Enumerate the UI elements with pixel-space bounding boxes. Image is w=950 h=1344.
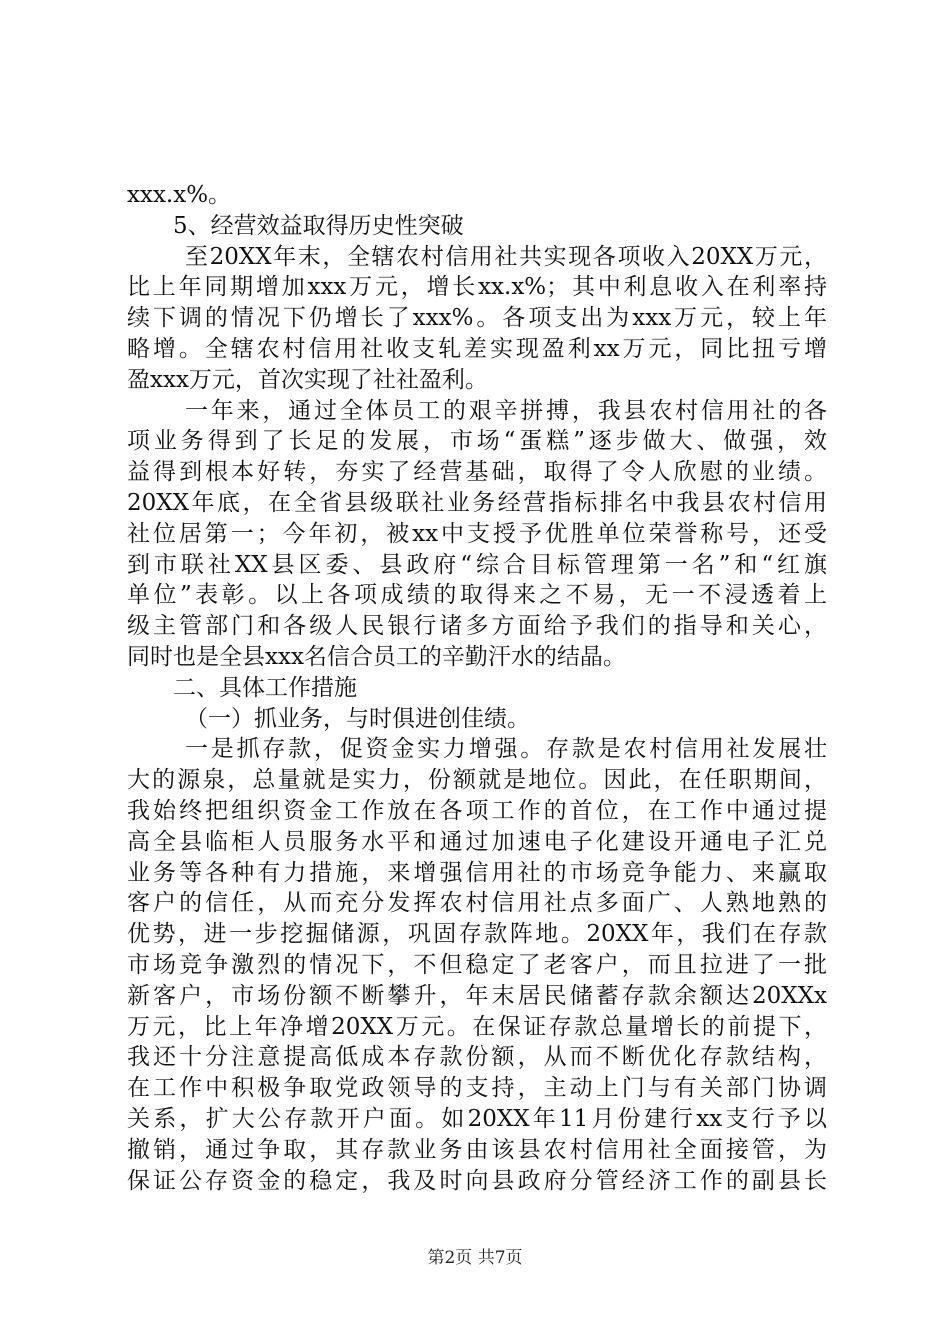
text-line: 至20XX年末，全辖农村信用社共实现各项收入20XX万元， [185,243,827,270]
text-line: 优势，进一步挖掘储源，巩固存款阵地。20XX年，我们在存款 [127,921,827,948]
text-line: 比上年同期增加xxx万元，增长xx.x%；其中利息收入在利率持 [127,274,827,301]
text-line: 市场竞争激烈的情况下，不但稳定了老客户，而且拉进了一批 [127,951,827,978]
section-heading: 5、经营效益取得历史性突破 [173,212,464,239]
text-line: 益得到根本好转，夯实了经营基础，取得了令人欣慰的业绩。 [127,459,827,486]
subsection-heading: （一）抓业务，与时俱进创佳绩。 [185,705,530,732]
text-line: 级主管部门和各级人民银行诸多方面给予我们的指导和关心， [127,613,827,640]
text-line: 大的源泉，总量就是实力，份额就是地位。因此，在任职期间， [127,767,827,794]
text-line: 新客户，市场份额不断攀升，年末居民储蓄存款余额达20XXx [127,982,827,1009]
text-line: 同时也是全县xxx名信合员工的辛勤汗水的结晶。 [127,643,626,670]
text-line: 撤销，通过争取，其存款业务由该县农村信用社全面接管，为 [127,1136,827,1163]
text-line: 万元，比上年净增20XX万元。在保证存款总量增长的前提下， [127,1013,827,1040]
text-line: 续下调的情况下仍增长了xxx%。各项支出为xxx万元，较上年 [127,305,827,332]
text-line: 客户的信任，从而充分发挥农村信用社点多面广、人熟地熟的 [127,890,827,917]
text-line: 一年来，通过全体员工的艰辛拼搏，我县农村信用社的各 [185,397,827,424]
text-line: 单位”表彰。以上各项成绩的取得来之不易，无一不浸透着上 [127,582,827,609]
text-line: 业务等各种有力措施，来增强信用社的市场竞争能力、来赢取 [127,859,827,886]
section-heading: 二、具体工作措施 [173,674,357,701]
text-line: 保证公存资金的稳定，我及时向县政府分管经济工作的副县长 [127,1167,827,1194]
text-line: 社位居第一；今年初，被xx中支授予优胜单位荣誉称号，还受 [127,520,827,547]
text-line: 略增。全辖农村信用社收支轧差实现盈利xx万元，同比扭亏增 [127,335,827,362]
text-line: 项业务得到了长足的发展，市场“蛋糕”逐步做大、做强，效 [127,428,827,455]
page-number-footer: 第2页 共7页 [427,1248,523,1268]
text-line: 盈xxx万元，首次实现了社社盈利。 [127,366,488,393]
text-line: 到市联社XX县区委、县政府“综合目标管理第一名”和“红旗 [127,551,827,578]
text-line: 高全县临柜人员服务水平和通过加速电子化建设开通电子汇兑 [127,828,827,855]
text-line: 关系，扩大公存款开户面。如20XX年11月份建行xx支行予以 [127,1105,827,1132]
text-line: 我始终把组织资金工作放在各项工作的首位，在工作中通过提 [127,797,827,824]
text-line: xxx.x%。 [127,182,232,208]
text-line: 我还十分注意提高低成本存款份额，从而不断优化存款结构， [127,1044,827,1071]
text-line: 在工作中积极争取党政领导的支持，主动上门与有关部门协调 [127,1075,827,1102]
text-line: 一是抓存款，促资金实力增强。存款是农村信用社发展壮 [185,736,827,763]
text-line: 20XX年底，在全省县级联社业务经营指标排名中我县农村信用 [127,489,827,516]
document-body [127,180,827,1196]
